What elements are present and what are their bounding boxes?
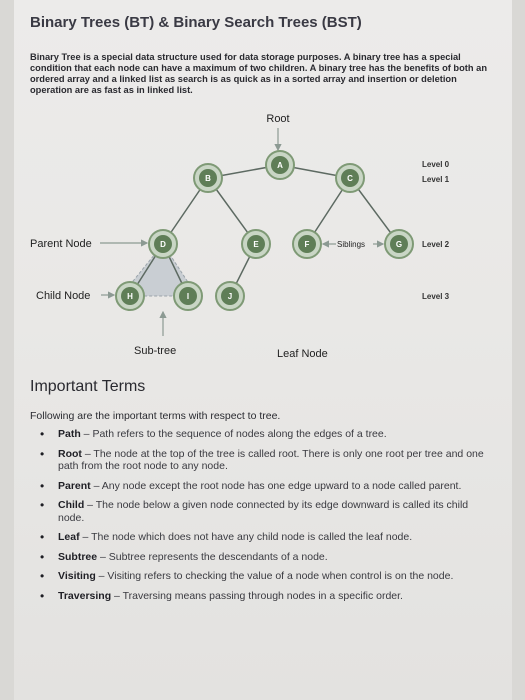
page-title: Binary Trees (BT) & Binary Search Trees (BST) [30,14,362,31]
term-desc: The node below a given node connected by its edge downward is called its child node. [58,499,469,524]
bullet-icon: • [40,427,45,441]
term-item-parent: • Parent – Any node except the root node has one edge upward to a node called parent. [40,478,462,493]
parent-node-label: Parent Node [30,238,92,250]
node-g [385,230,413,258]
term-item-visiting: • Visiting – Visiting refers to checking the value of a node when control is on the node. [40,569,454,583]
bullet-icon: • [40,530,45,544]
terms-heading: Important Terms [30,378,146,395]
node-d [149,230,177,258]
term-item-traversing: • Traversing – Traversing means passing through nodes in a specific order. [40,588,403,603]
level-0-label: Level 0 [422,160,450,169]
node-h [116,282,144,310]
node-label-b: B [205,174,211,183]
node-label-d: D [160,240,166,249]
term-desc: The node which does not have any child node is called the leaf node. [91,531,413,543]
term-desc: Traversing means passing through nodes in a specific order. [122,589,403,602]
term-desc: Subtree represents the descendants of a node. [108,550,328,563]
node-b [194,164,222,192]
node-c [336,164,364,192]
bullet-icon: • [40,498,45,512]
bullet-icon: • [40,446,45,461]
term-item-subtree: • Subtree – Subtree represents the descendants of a node. [40,549,328,564]
root-label: Root [266,113,290,125]
node-label-j: J [227,292,233,301]
term-name: Visiting [58,570,96,582]
node-a [266,151,294,179]
terms-intro: Following are the important terms with respect to tree. [30,410,281,422]
term-desc: Any node except the root node has one edge upward to a node called parent. [101,479,462,492]
term-name: Parent [58,479,91,492]
node-label-f: F [304,240,310,249]
child-node-label: Child Node [36,290,91,302]
term-name: Subtree [58,550,98,563]
bullet-icon: • [40,569,45,583]
document-page [14,0,512,700]
intro-paragraph: Binary Tree is a special data structure used for data storage purposes. A binary tree has a special condition that each node can have a maximum of two children. A binary tree has the benefits of both an ordered array and a linked list as search is as quick as in a sorted array and insertion or deletion operation are as fast as in linked list. [30,52,487,95]
term-name: Traversing [58,589,112,602]
node-label-h: H [127,292,133,301]
term-desc: Path refers to the sequence of nodes along the edges of a tree. [92,428,387,440]
term-item-path: • Path – Path refers to the sequence of nodes along the edges of a tree. [40,427,387,441]
level-2-label: Level 2 [422,240,450,249]
node-label-e: E [253,240,259,249]
subtree-label: Sub-tree [134,345,177,357]
term-name: Leaf [58,531,80,543]
level-1-label: Level 1 [422,175,450,184]
term-name: Root [58,447,82,460]
bullet-icon: • [40,549,45,564]
level-3-label: Level 3 [422,292,450,301]
term-name: Path [58,428,81,440]
node-label-g: G [395,240,403,249]
term-desc: Visiting refers to checking the value of a node when control is on the node. [107,570,454,582]
node-label-a: A [277,161,283,170]
node-e [242,230,270,258]
term-item-leaf: • Leaf – The node which does not have any child node is called the leaf node. [40,530,413,544]
leaf-node-label: Leaf Node [277,348,328,360]
node-f [293,230,321,258]
term-desc: The node at the top of the tree is called root. There is only one root per tree and one path from the root node to any node. [58,447,484,472]
node-j [216,282,244,310]
terms-list [38,428,488,609]
bullet-icon: • [40,588,45,603]
node-label-c: C [347,174,353,183]
siblings-label: Siblings [337,240,366,249]
bullet-icon: • [40,478,45,493]
term-item-root: • Root – The node at the top of the tree is called root. There is only one root per tree and one path from the root node to any node. [40,446,484,472]
node-i [174,282,202,310]
term-name: Child [58,499,85,511]
term-item-child: • Child – The node below a given node connected by its edge downward is called its child node. [40,498,469,524]
node-label-i: I [186,292,190,301]
